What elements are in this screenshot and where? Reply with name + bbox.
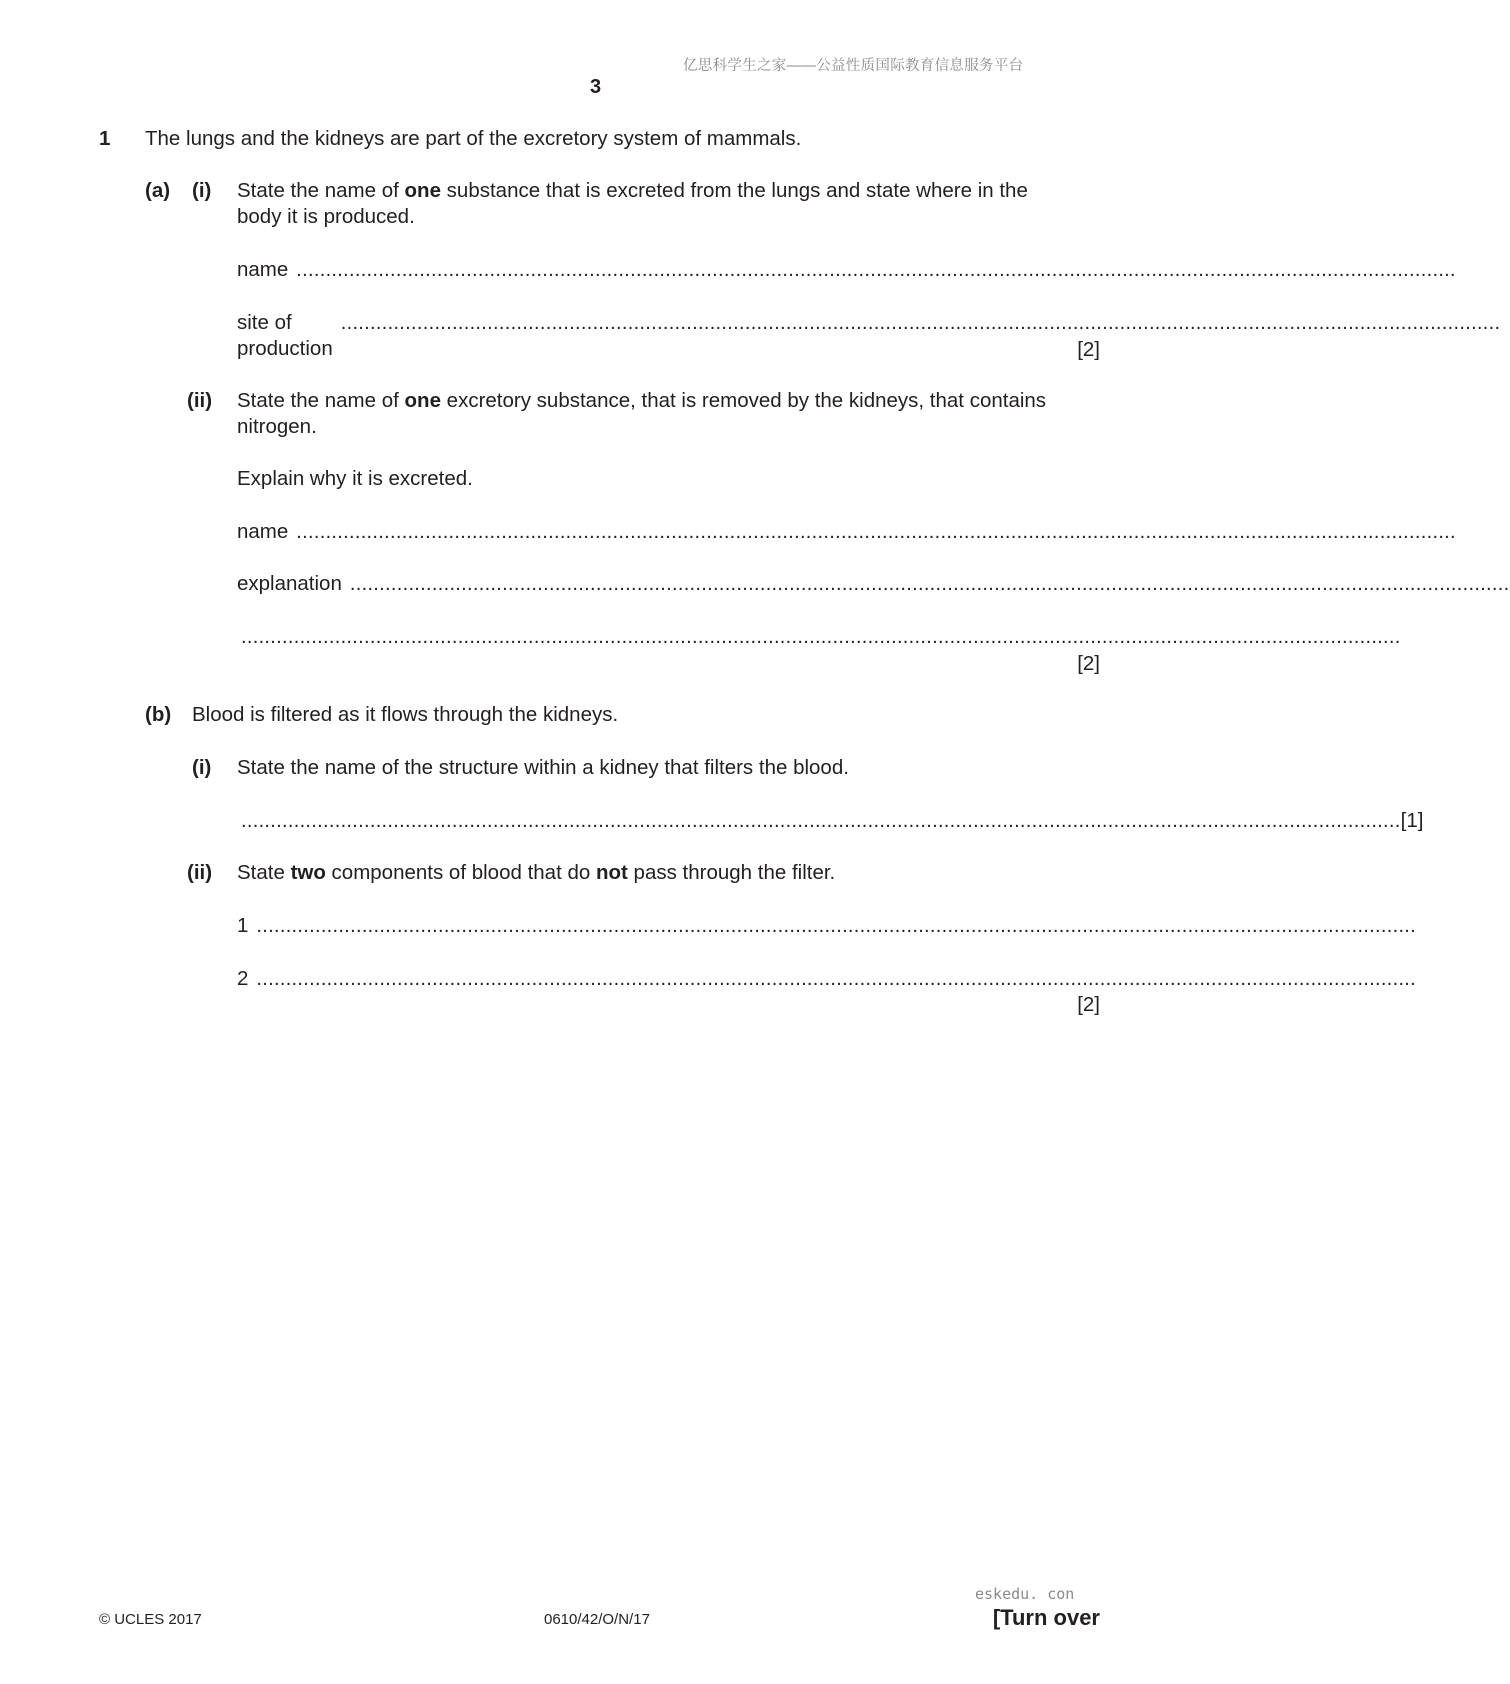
explain-prompt: Explain why it is excreted. (237, 467, 473, 490)
part-b-ii-label: (ii) (187, 861, 213, 884)
part-a-label: (a) (145, 179, 171, 202)
answer-label: 2 (237, 967, 249, 990)
dotted-line: ...................................................................................................................................................................................................... (296, 521, 1456, 543)
part-b-i-question: State the name of the structure within a kidney that filters the blood. (237, 756, 849, 779)
marks-b-ii: [2] (1077, 993, 1100, 1016)
page-number: 3 (590, 76, 602, 98)
copyright: © UCLES 2017 (99, 1611, 202, 1628)
answer-line-b-i[interactable] (233, 808, 1424, 834)
answer-line-a-ii-explanation[interactable] (237, 571, 1510, 597)
part-a-i-label: (i) (192, 179, 212, 202)
part-a-ii-question: State the name of one excretory substance, that is removed by the kidneys, that contains nitrogen. (237, 389, 1047, 438)
site-watermark: eskedu. con (975, 1585, 1075, 1603)
dotted-line: ...................................................................................................................................................................................................... (256, 968, 1417, 990)
turn-over: [Turn over (992, 1605, 1100, 1630)
answer-line-a-ii-name[interactable] (237, 519, 1456, 545)
answer-label: name (237, 520, 289, 543)
part-b-i-label: (i) (192, 756, 212, 779)
marks-a-ii: [2] (1077, 652, 1100, 675)
answer-label: site of production (237, 311, 333, 360)
part-a-i-question: State the name of one substance that is excreted from the lungs and state where in the body it is produced. (237, 179, 1028, 228)
part-b-intro: Blood is filtered as it flows through the kidneys. (192, 703, 619, 726)
marks-b-i: [1] (1400, 809, 1424, 832)
answer-label: explanation (237, 572, 342, 595)
paper-code: 0610/42/O/N/17 (544, 1611, 650, 1628)
question-number: 1 (99, 127, 111, 150)
answer-line-a-i-site[interactable] (237, 310, 1501, 362)
dotted-line: ...................................................................................................................................................................................................... (241, 626, 1401, 648)
dotted-line: ...................................................................................................................................................................................................... (296, 259, 1456, 281)
part-a-ii-label: (ii) (187, 389, 213, 412)
answer-line-a-i-name[interactable] (237, 257, 1456, 283)
answer-label: 1 (237, 914, 249, 937)
part-b-label: (b) (145, 703, 172, 726)
watermark-text: 亿思科学生之家——公益性质国际教育信息服务平台 (683, 58, 1024, 74)
marks-a-i: [2] (1077, 338, 1100, 361)
dotted-line: ...................................................................................................................................................................................................... (256, 915, 1417, 937)
answer-line-b-ii-1[interactable] (237, 913, 1417, 939)
answer-line-a-ii-explanation-2[interactable] (233, 624, 1401, 650)
question-intro: The lungs and the kidneys are part of the excretory system of mammals. (145, 127, 802, 150)
part-b-ii-question: State two components of blood that do not pass through the filter. (237, 861, 836, 884)
answer-label: name (237, 258, 289, 281)
answer-line-b-ii-2[interactable] (237, 966, 1417, 992)
dotted-line: ...................................................................................................................................................................................................... (349, 573, 1510, 595)
dotted-line: ...................................................................................................................................................................................................... (241, 810, 1401, 832)
dotted-line: ...................................................................................................................................................................................................... (340, 312, 1501, 334)
